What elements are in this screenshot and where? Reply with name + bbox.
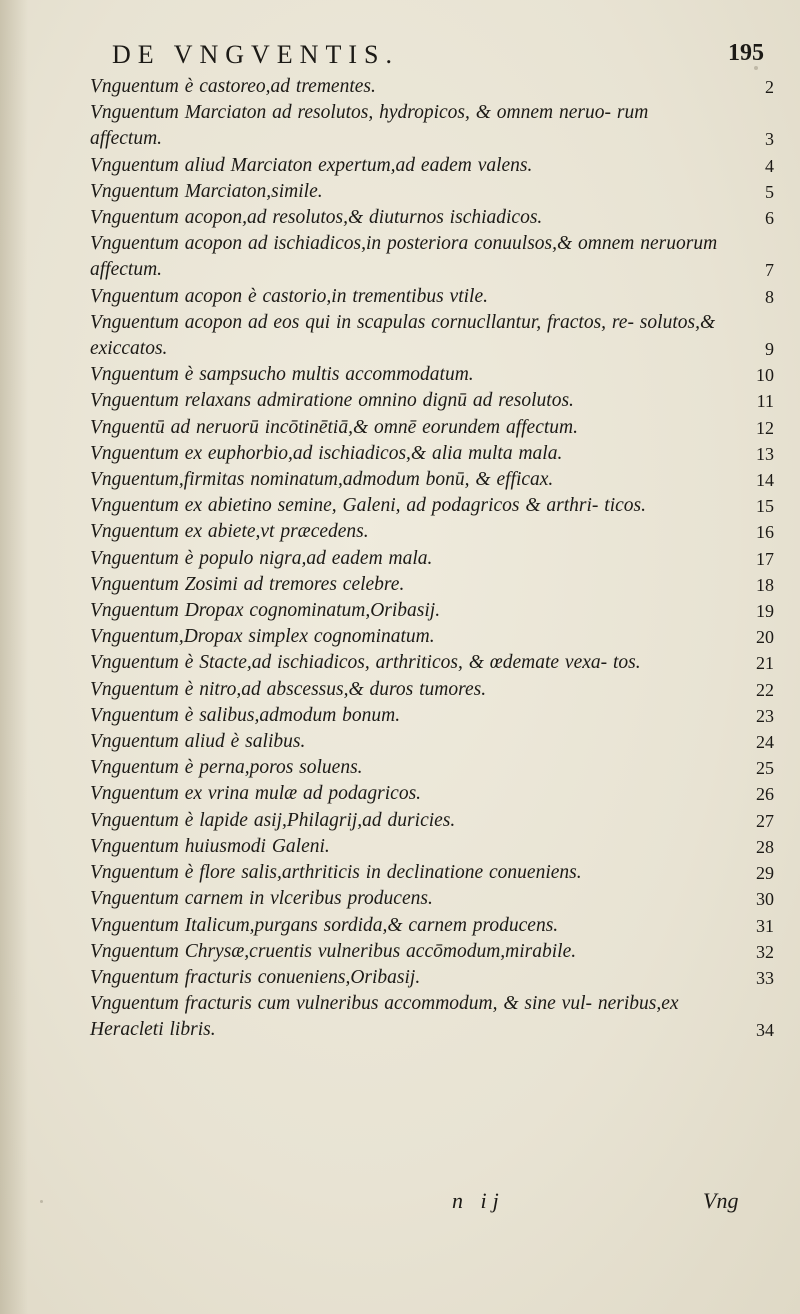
entry-number: 4: [765, 155, 774, 176]
index-entry: [90, 703, 780, 729]
entry-number: 17: [756, 548, 774, 569]
entry-number: 20: [756, 627, 774, 648]
catchword: Vng: [703, 1188, 739, 1213]
index-entry: [90, 415, 780, 441]
page-gutter-shadow: [0, 0, 28, 1314]
index-entry: [90, 808, 780, 834]
index-entry: [90, 729, 780, 755]
index-entry: [90, 834, 780, 860]
entry-text: Vnguentum è Stacte,ad ischiadicos, arthriticos, & œdemate vexa- tos.: [90, 652, 641, 674]
entry-text: Vnguentum è castoreo,ad trementes.: [90, 76, 376, 97]
page-number: 195: [728, 40, 764, 66]
entry-text: Vnguentum acopon ad eos qui in scapulas cornucllantur, fractos, re- solutos,& exiccatos.: [90, 311, 716, 360]
entry-number: 5: [765, 181, 774, 202]
index-entry: [90, 519, 780, 545]
entry-number: 16: [756, 522, 774, 543]
entry-text: Vnguentum Dropax cognominatum,Oribasij.: [90, 600, 441, 622]
entry-text: Vnguentum è lapide asij,Philagrij,ad duricies.: [90, 809, 456, 831]
index-entry: [90, 913, 780, 939]
entry-text: Vnguentum acopon è castorio,in trementibus vtile.: [90, 285, 488, 307]
index-entry: [90, 205, 780, 231]
page-header: [112, 40, 782, 70]
entry-text: Vnguentum è salibus,admodum bonum.: [90, 704, 401, 726]
entry-number: 6: [765, 208, 774, 229]
index-entry: [90, 362, 780, 388]
entry-number: 15: [756, 496, 774, 517]
entry-text: Vnguentum ex euphorbio,ad ischiadicos,& alia multa mala.: [90, 442, 563, 464]
entry-text: Vnguentum fracturis cum vulneribus accommodum, & sine vul- neribus,ex Heracleti libris.: [90, 993, 679, 1041]
entry-number: 2: [765, 77, 774, 97]
entry-number: 24: [756, 732, 774, 753]
index-entry: [90, 153, 780, 179]
paper-speck: [754, 66, 758, 70]
entry-number: 23: [756, 705, 774, 726]
index-entry: [90, 991, 780, 1043]
index-entry: [90, 860, 780, 886]
entry-number: 21: [756, 653, 774, 674]
entry-text: Vnguentum è flore salis,arthriticis in declinatione conueniens.: [90, 862, 582, 884]
entry-text: Vnguentum aliud Marciaton expertum,ad eadem valens.: [90, 154, 533, 176]
index-entry: [90, 231, 780, 283]
entry-number: 25: [756, 758, 774, 779]
entry-text: Vnguentum Italicum,purgans sordida,& carnem producens.: [90, 914, 559, 936]
entry-text: Vnguentum ex abiete,vt præcedens.: [90, 521, 369, 543]
entry-number: 26: [756, 784, 774, 805]
entry-text: Vnguentum Marciaton,simile.: [90, 180, 323, 202]
index-entry: [90, 493, 780, 519]
entry-text: Vnguentum Chrysæ,cruentis vulneribus accōmodum,mirabile.: [90, 940, 577, 962]
signature-mark: n ij: [452, 1188, 505, 1213]
entry-text: Vnguentum,Dropax simplex cognominatum.: [90, 626, 435, 648]
entry-text: Vnguentum acopon ad ischiadicos,in posteriora conuulsos,& omnem neruorum affectum.: [90, 233, 718, 281]
index-entry: [90, 886, 780, 912]
entry-number: 8: [765, 286, 774, 307]
entry-number: 11: [756, 391, 774, 412]
entry-text: Vnguentum aliud è salibus.: [90, 731, 306, 753]
entry-number: 14: [756, 470, 774, 491]
entry-number: 10: [756, 365, 774, 386]
entry-text: Vnguentum è sampsucho multis accommodatum.: [90, 364, 474, 386]
index-entry: [90, 179, 780, 205]
entry-text: Vnguentum huiusmodi Galeni.: [90, 835, 330, 857]
entry-text: Vnguentū ad neruorū incōtinētiā,& omnē eorundem affectum.: [90, 416, 578, 438]
entry-text: Vnguentum carnem in vlceribus producens.: [90, 888, 433, 910]
entry-number: 7: [765, 260, 774, 281]
entry-text: Vnguentum è populo nigra,ad eadem mala.: [90, 547, 433, 569]
index-entry: [90, 74, 780, 100]
entry-number: 3: [765, 129, 774, 150]
entry-number: 31: [756, 915, 774, 936]
entry-number: 30: [756, 889, 774, 910]
entry-text: Vnguentum è perna,poros soluens.: [90, 757, 363, 779]
index-entry: [90, 100, 780, 152]
entry-number: 22: [756, 679, 774, 700]
index-entry: [90, 939, 780, 965]
page-footer: [0, 1188, 800, 1218]
index-entry: [90, 781, 780, 807]
index-entry: [90, 677, 780, 703]
entry-number: 34: [756, 1020, 774, 1041]
index-entry-list: [90, 74, 780, 1044]
entry-text: Vnguentum ex vrina mulæ ad podagricos.: [90, 783, 422, 805]
entry-text: Vnguentum,firmitas nominatum,admodum bonū, & efficax.: [90, 469, 554, 491]
index-entry: [90, 572, 780, 598]
index-entry: [90, 598, 780, 624]
entry-number: 12: [756, 417, 774, 438]
index-entry: [90, 388, 780, 414]
index-entry: [90, 965, 780, 991]
entry-number: 32: [756, 941, 774, 962]
entry-number: 27: [756, 810, 774, 831]
entry-text: Vnguentum Marciaton ad resolutos, hydropicos, & omnem neruo- rum affectum.: [90, 102, 649, 150]
entry-text: Vnguentum fracturis conueniens,Oribasij.: [90, 966, 421, 988]
index-entry: [90, 284, 780, 310]
entry-text: Vnguentum relaxans admiratione omnino dignū ad resolutos.: [90, 390, 574, 412]
index-entry: [90, 546, 780, 572]
entry-text: Vnguentum acopon,ad resolutos,& diuturnos ischiadicos.: [90, 207, 543, 229]
entry-text: Vnguentum è nitro,ad abscessus,& duros tumores.: [90, 678, 487, 700]
entry-number: 18: [756, 574, 774, 595]
entry-text: Vnguentum Zosimi ad tremores celebre.: [90, 573, 405, 595]
entry-text: Vnguentum ex abietino semine, Galeni, ad podagricos & arthri- ticos.: [90, 495, 647, 517]
index-entry: [90, 467, 780, 493]
index-entry: [90, 755, 780, 781]
entry-number: 19: [756, 601, 774, 622]
entry-number: 29: [756, 863, 774, 884]
entry-number: 28: [756, 836, 774, 857]
index-entry: [90, 441, 780, 467]
entry-number: 13: [756, 443, 774, 464]
index-entry: [90, 624, 780, 650]
paper-speck: [40, 1200, 43, 1203]
entry-number: 33: [756, 967, 774, 988]
index-entry: [90, 310, 780, 362]
running-head: DE VNGVENTIS.: [112, 40, 399, 69]
index-entry: [90, 650, 780, 676]
entry-number: 9: [765, 339, 774, 360]
